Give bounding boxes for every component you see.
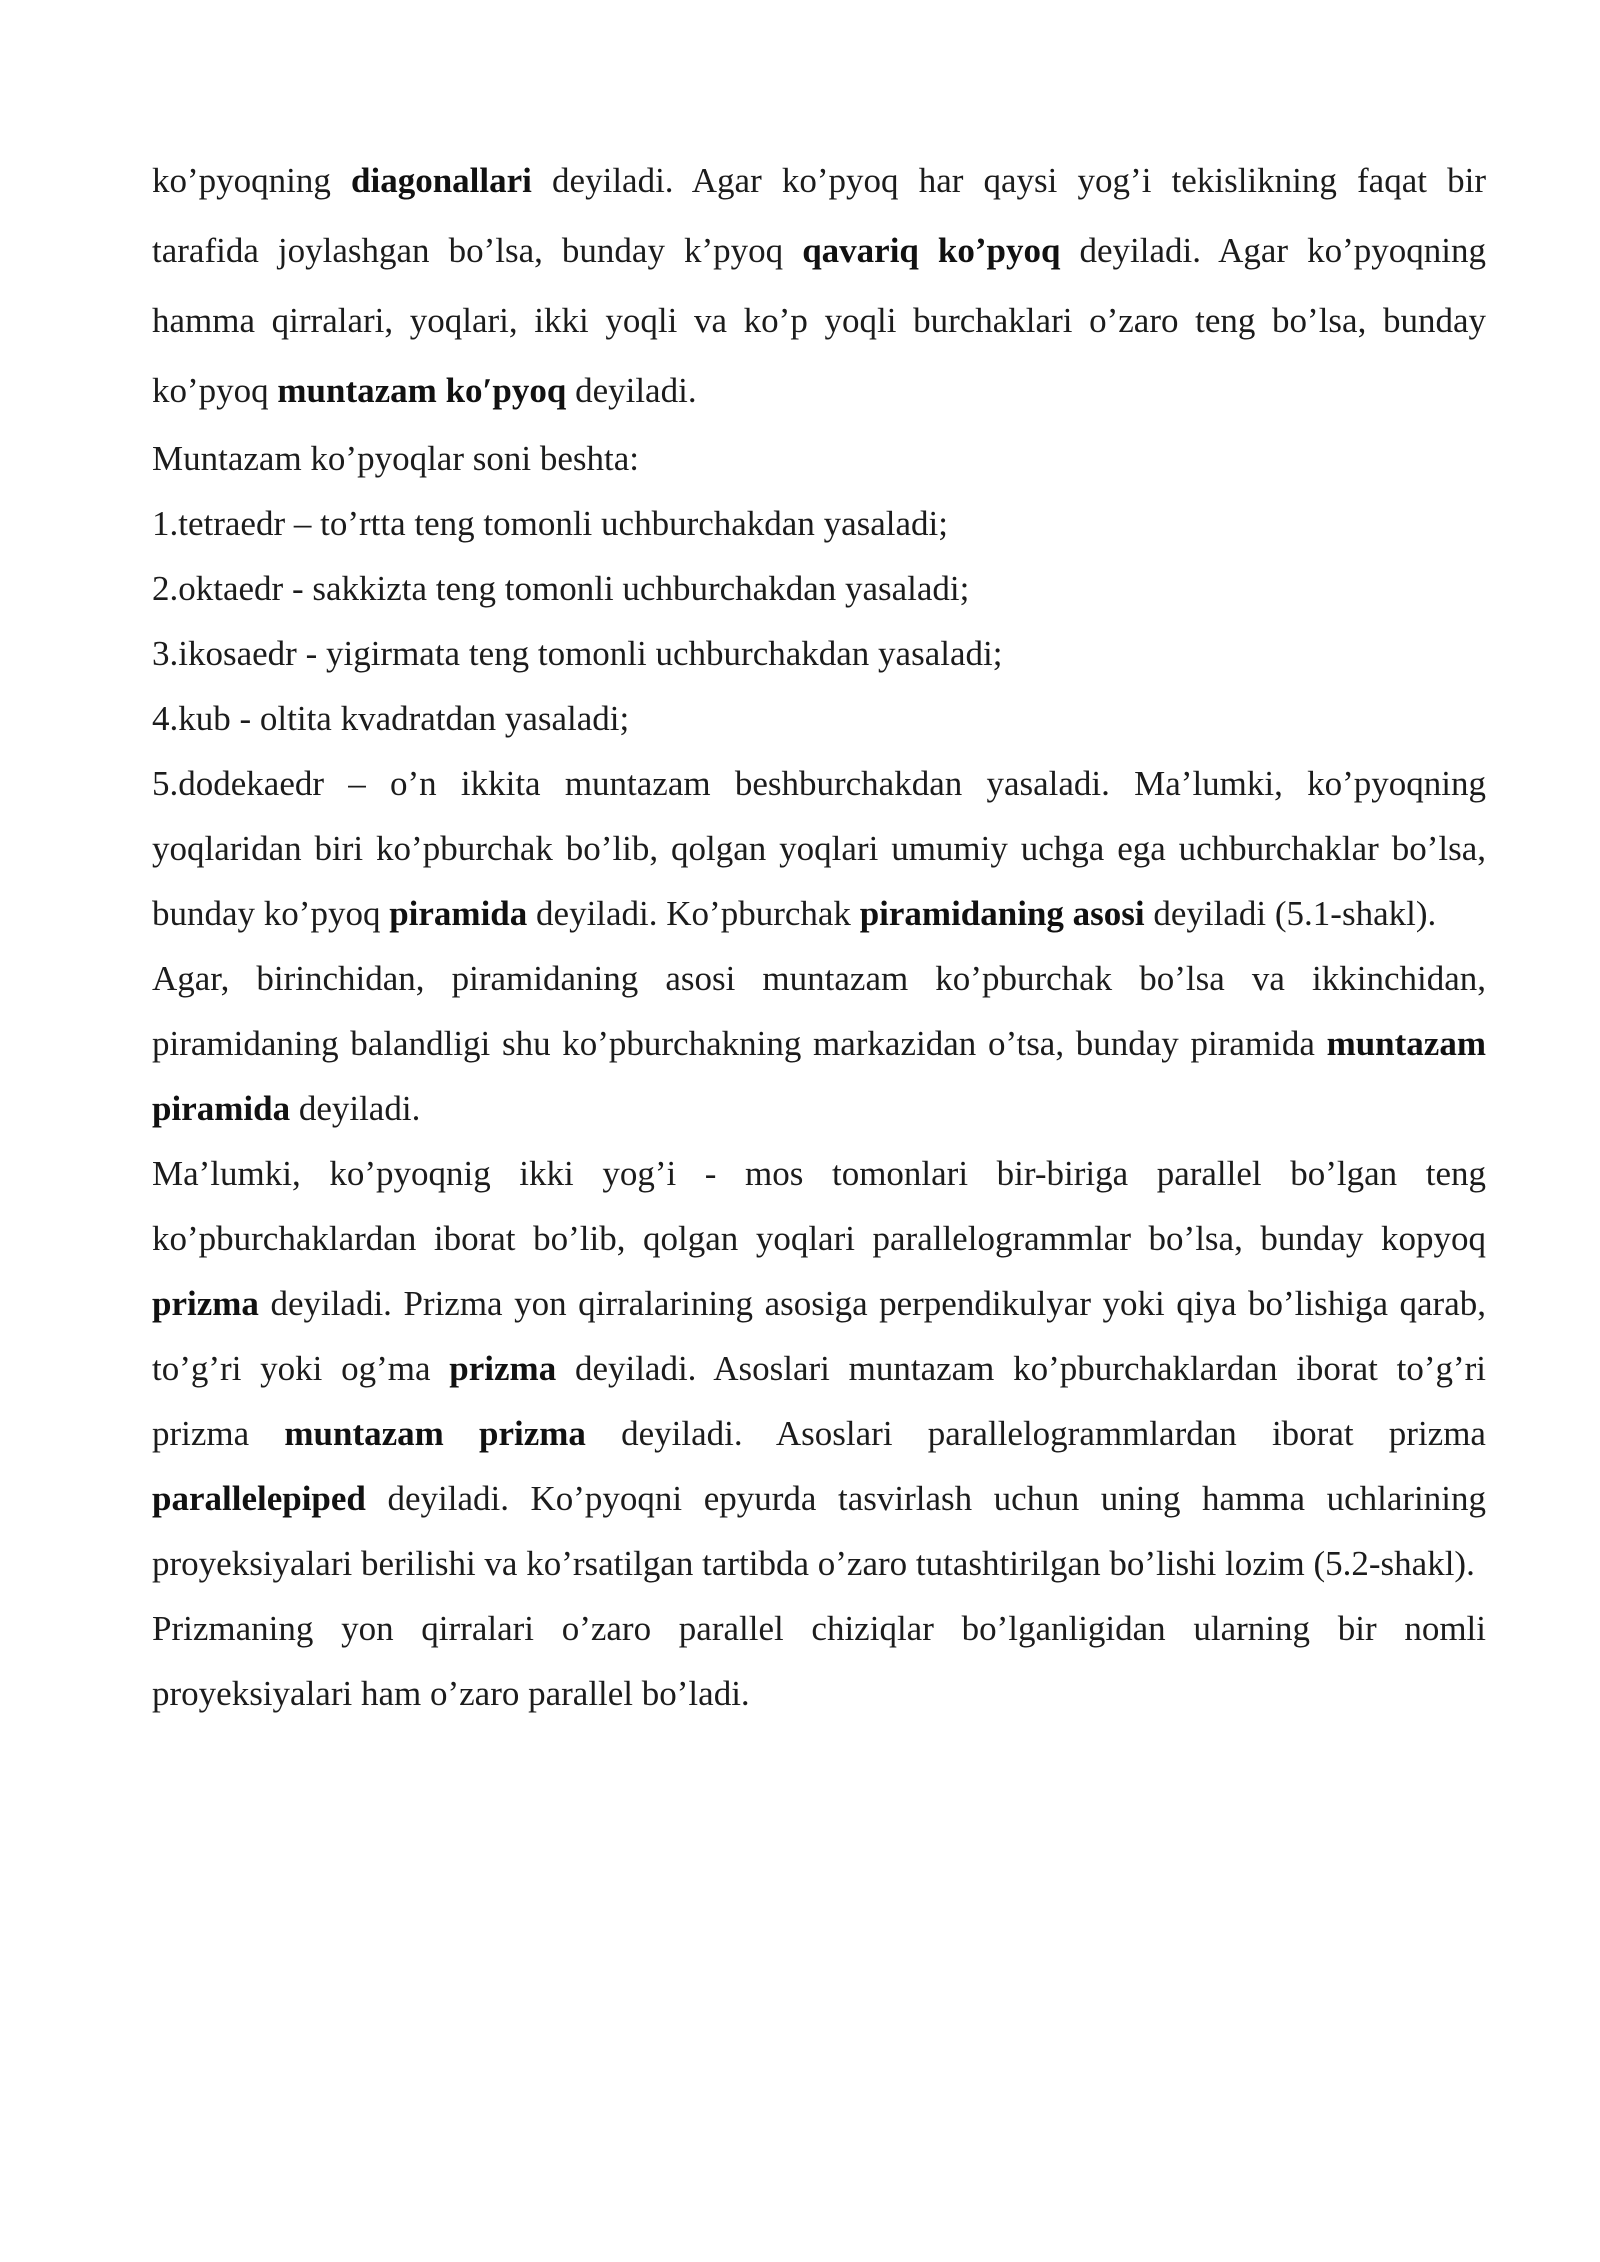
list-item-kub — [152, 686, 1486, 751]
term-muntazam-kopyoq: muntazam koʹpyoq — [277, 371, 567, 410]
document-page — [152, 146, 1486, 1726]
text-segment: Prizmaning yon qirralari o’zaro parallel chiziqlar bo’lganligidan ularning bir nomli proyeksiyalari ham o’zaro parallel bo’ladi. — [152, 1609, 1486, 1713]
paragraph-prism-edges — [152, 1596, 1486, 1726]
paragraph-prism — [152, 1141, 1486, 1596]
term-piramidaning-asosi: piramidaning asosi — [859, 894, 1145, 933]
text-segment: deyiladi. Ko’pburchak — [527, 894, 860, 933]
text-segment: 3.ikosaedr - yigirmata teng tomonli uchburchakdan yasaladi; — [152, 634, 1003, 673]
text-segment: deyiladi. — [566, 371, 697, 410]
term-muntazam-piramida: muntazam piramida — [152, 1024, 1486, 1128]
text-segment: 4.kub - oltita kvadratdan yasaladi; — [152, 699, 630, 738]
list-item-oktaedr — [152, 556, 1486, 621]
text-segment: ko’pyoqning — [152, 161, 352, 200]
text-segment: 5.dodekaedr – o’n ikkita muntazam beshburchakdan yasaladi. Ma’lumki, ko’pyoqning yoqlaridan biri ko’pburchak bo’lib, qolgan yoqlari umumiy uchga ega uchburchaklar bo’lsa, bunday ko’pyoq — [152, 764, 1486, 933]
text-segment: 1.tetraedr – to’rtta teng tomonli uchburchakdan yasaladi; — [152, 504, 948, 543]
text-segment: deyiladi. Asoslari muntazam ko’pburchaklardan iborat to’g’ri prizma — [152, 1349, 1487, 1453]
list-item-ikosaedr — [152, 621, 1486, 686]
term-muntazam-prizma: muntazam prizma — [284, 1414, 586, 1453]
text-segment: 2.oktaedr - sakkizta teng tomonli uchburchakdan yasaladi; — [152, 569, 970, 608]
term-prizma-2: prizma — [449, 1349, 557, 1388]
list-item-tetraedr — [152, 491, 1486, 556]
term-qavariq-kopyoq: qavariq koʼpyoq — [802, 231, 1061, 270]
text-segment: deyiladi (5.1-shakl). — [1144, 894, 1437, 933]
text-segment: deyiladi. Asoslari parallelogrammlardan iborat prizma — [585, 1414, 1486, 1453]
list-item-dodekaedr — [152, 751, 1486, 946]
paragraph-regular-pyramid — [152, 946, 1486, 1141]
paragraph-count-intro — [152, 426, 1486, 491]
text-segment: Agar, birinchidan, piramidaning asosi muntazam ko’pburchak bo’lsa va ikkinchidan, piramidaning balandligi shu ko’pburchakning markazidan o’tsa, bunday piramida — [152, 959, 1486, 1063]
text-segment: Muntazam ko’pyoqlar soni beshta: — [152, 439, 639, 478]
term-diagonallari: diagonallari — [351, 161, 532, 200]
text-segment: deyiladi. Prizma yon qirralarining asosiga perpendikulyar yoki qiya bo’lishiga qarab, to’g’ri yoki og’ma — [152, 1284, 1486, 1388]
text-segment: deyiladi. — [290, 1089, 421, 1128]
text-segment: Ma’lumki, ko’pyoqnig ikki yog’i - mos tomonlari bir-biriga parallel bo’lgan teng ko’pburchaklardan iborat bo’lib, qolgan yoqlari parallelogrammlar bo’lsa, bunday kopyoq — [152, 1154, 1486, 1258]
text-segment: deyiladi. Ko’pyoqni epyurda tasvirlash uchun uning hamma uchlarining proyeksiyalari berilishi va ko’rsatilgan tartibda o’zaro tutashtirilgan bo’lishi lozim (5.2-shakl). — [152, 1479, 1486, 1583]
term-prizma: prizma — [152, 1284, 259, 1323]
paragraph-definitions — [152, 146, 1486, 426]
text-segment: deyiladi. Agar ko’pyoqning hamma qirralari, yoqlari, ikki yoqli va ko’p yoqli burchaklari o’zaro teng bo’lsa, bunday ko’pyoq — [152, 231, 1486, 410]
term-parallelepiped: parallelepiped — [152, 1479, 366, 1518]
text-segment: deyiladi. Agar ko’pyoq har qaysi yog’i tekislikning faqat bir tarafida joylashgan bo’lsa, bunday k’pyoq — [152, 161, 1486, 270]
term-piramida: piramida — [389, 894, 528, 933]
